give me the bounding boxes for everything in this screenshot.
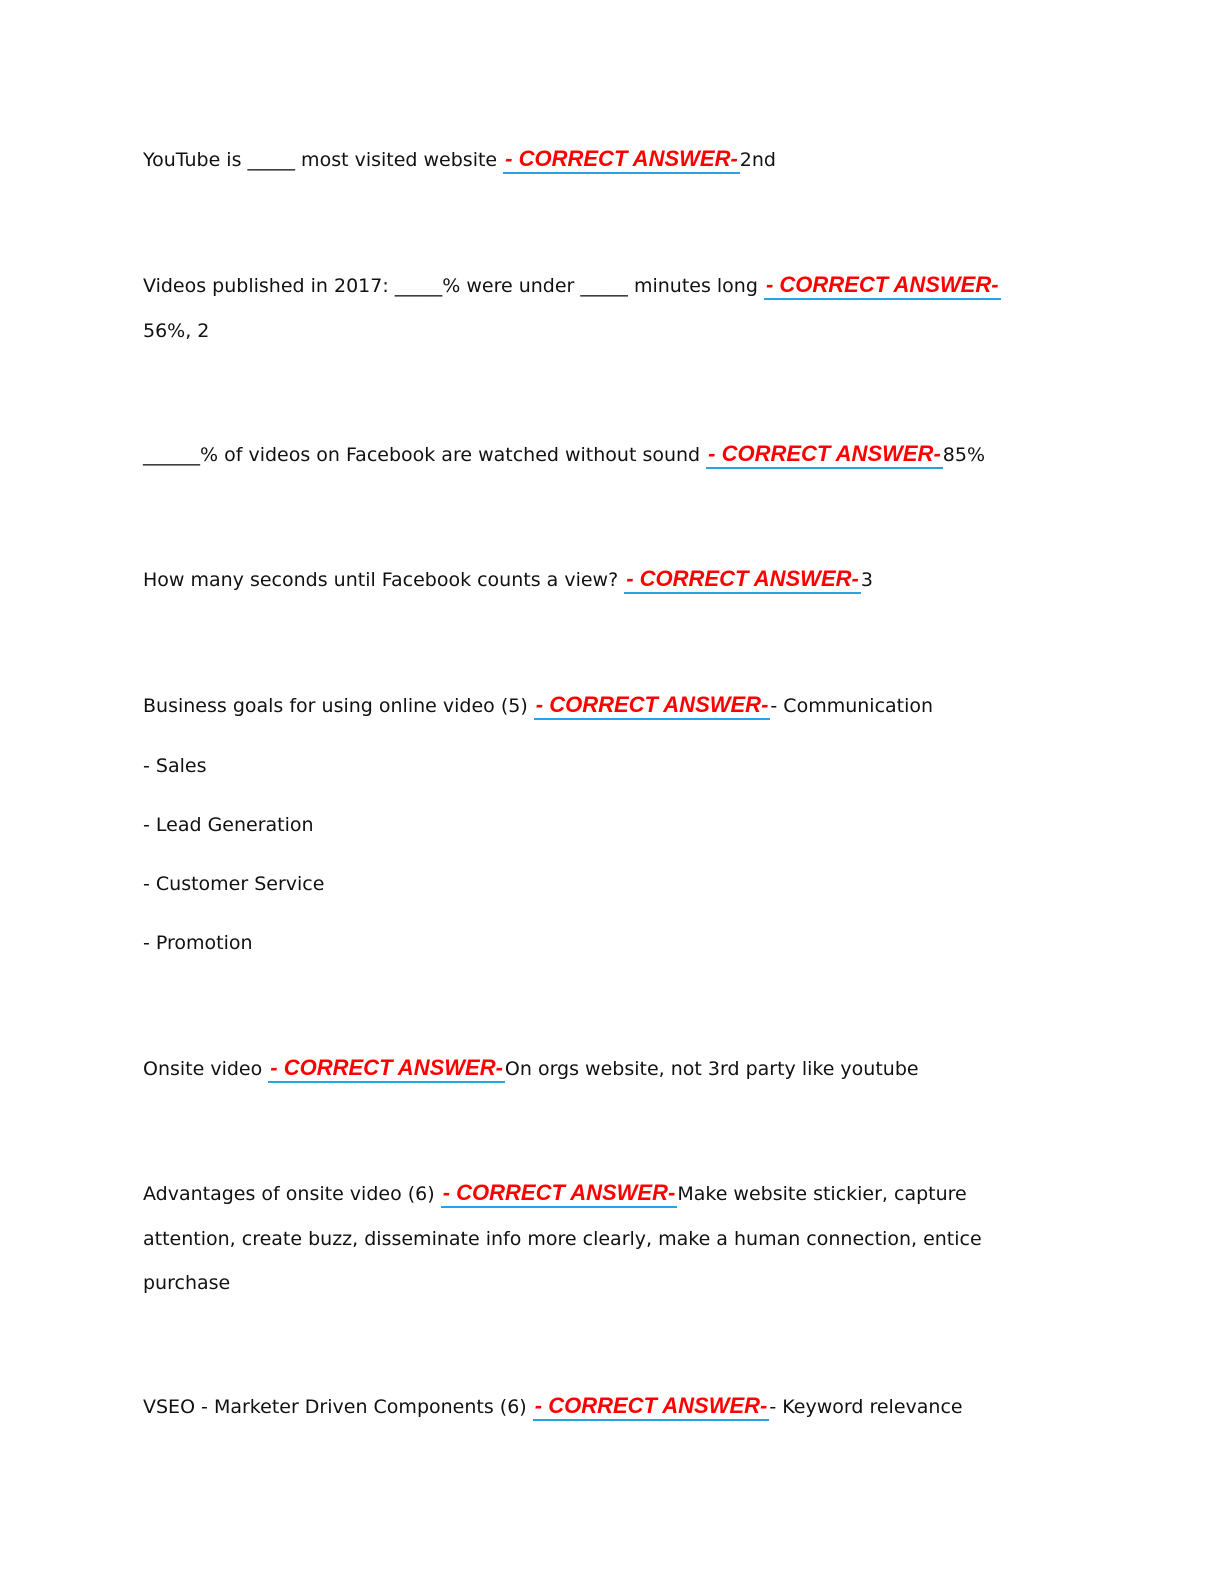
answer-text: 2nd — [739, 149, 776, 171]
answer-continuation: purchase — [143, 1272, 231, 1294]
answer-text: - Communication — [770, 695, 934, 717]
question-text: Onsite video — [143, 1058, 269, 1080]
question-text: How many seconds until Facebook counts a view? — [143, 569, 625, 591]
list-item: - Lead Generation — [143, 814, 314, 836]
answer-text: 3 — [860, 569, 873, 591]
correct-answer-marker: - CORRECT ANSWER- — [706, 441, 943, 469]
answer-continuation: 56%, 2 — [143, 320, 210, 342]
qa-item-6 — [143, 1055, 919, 1081]
qa-item-2 — [143, 272, 1001, 298]
answer-continuation: attention, create buzz, disseminate info more clearly, make a human connection, entice — [143, 1228, 982, 1250]
answer-text: 85% — [942, 444, 986, 466]
answer-text: - Keyword relevance — [769, 1396, 963, 1418]
answer-text: On orgs website, not 3rd party like youtube — [504, 1058, 919, 1080]
qa-item-4 — [143, 566, 873, 592]
correct-answer-marker: - CORRECT ANSWER- — [764, 272, 1001, 300]
question-text: VSEO - Marketer Driven Components (6) — [143, 1396, 533, 1418]
question-text: ______% of videos on Facebook are watched without sound — [143, 444, 707, 466]
question-text: YouTube is _____ most visited website — [143, 149, 504, 171]
correct-answer-marker: - CORRECT ANSWER- — [533, 1393, 770, 1421]
qa-item-1 — [143, 146, 776, 172]
list-item: - Sales — [143, 755, 207, 777]
qa-item-3 — [143, 441, 985, 467]
correct-answer-marker: - CORRECT ANSWER- — [534, 692, 771, 720]
qa-item-7 — [143, 1180, 967, 1206]
qa-item-5 — [143, 692, 933, 718]
qa-item-8 — [143, 1393, 963, 1419]
list-item: - Promotion — [143, 932, 253, 954]
list-item: - Customer Service — [143, 873, 325, 895]
correct-answer-marker: - CORRECT ANSWER- — [268, 1055, 505, 1083]
correct-answer-marker: - CORRECT ANSWER- — [503, 146, 740, 174]
question-text: Videos published in 2017: _____% were under _____ minutes long — [143, 275, 764, 297]
correct-answer-marker: - CORRECT ANSWER- — [441, 1180, 678, 1208]
question-text: Advantages of onsite video (6) — [143, 1183, 441, 1205]
answer-text: Make website stickier, capture — [677, 1183, 967, 1205]
question-text: Business goals for using online video (5) — [143, 695, 534, 717]
correct-answer-marker: - CORRECT ANSWER- — [624, 566, 861, 594]
